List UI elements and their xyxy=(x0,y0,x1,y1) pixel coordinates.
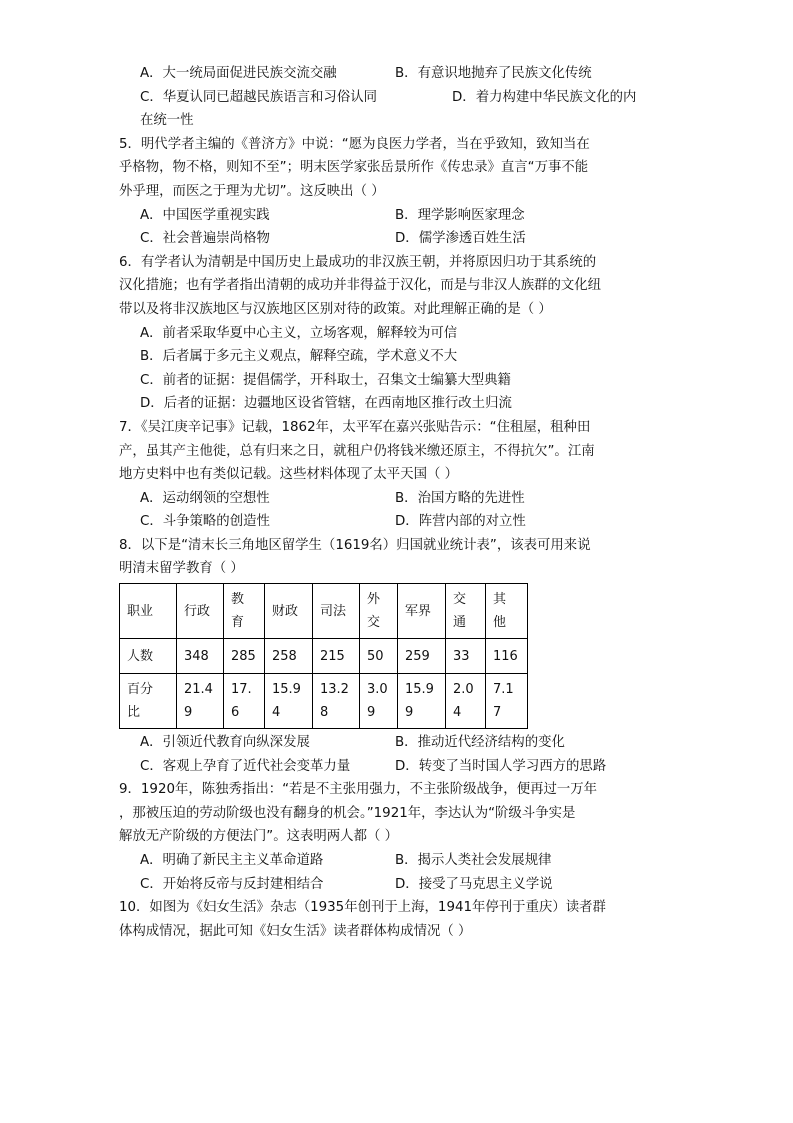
q7-stem-line-1: 7．《吴江庚辛记事》记载，1862年，太平军在嘉兴张贴告示：“住租屋，租种田 xyxy=(119,419,591,435)
q8-option-c: C．客观上孕育了近代社会变革力量 xyxy=(140,758,351,774)
q7-option-b: B．治国方略的先进性 xyxy=(395,490,525,506)
table-header-cell: 司法 xyxy=(313,584,360,639)
table-cell: 348 xyxy=(177,639,224,674)
table-header-cell: 行政 xyxy=(177,584,224,639)
q6-option-c: C．前者的证据：提倡儒学，开科取士，召集文士编纂大型典籍 xyxy=(140,372,511,388)
q7-option-d: D．阵营内部的对立性 xyxy=(395,514,526,530)
q5-options-row-2 xyxy=(119,227,679,251)
q5-option-c: C．社会普遍崇尚格物 xyxy=(140,231,270,247)
q8-statistics-table xyxy=(119,583,528,729)
q4-option-d: D．着力构建中华民族文化的内 xyxy=(452,89,637,105)
q9-stem-line-1: 9．1920年，陈独秀指出：“若是不主张用强力，不主张阶级战争，便再过一万年 xyxy=(119,782,598,798)
table-cell: 3.0 9 xyxy=(360,674,398,729)
q4-options-row-2 xyxy=(119,86,679,110)
table-cell: 人数 xyxy=(120,639,177,674)
table-cell: 百分 比 xyxy=(120,674,177,729)
table-cell: 116 xyxy=(486,639,528,674)
q8-stem-line-2: 明清末留学教育（ ） xyxy=(119,561,244,577)
table-header-cell: 财政 xyxy=(265,584,313,639)
q7-options-row-2 xyxy=(119,510,679,534)
table-header-cell: 外 交 xyxy=(360,584,398,639)
q5-option-d: D．儒学渗透百姓生活 xyxy=(395,231,526,247)
q8-options-row-1 xyxy=(119,731,679,755)
q4-option-c: C．华夏认同已超越民族语言和习俗认同 xyxy=(140,89,377,105)
table-header-cell: 交 通 xyxy=(446,584,486,639)
q5-options-row-1 xyxy=(119,204,679,228)
q9-option-d: D．接受了马克思主义学说 xyxy=(395,876,553,892)
q4-option-d-continuation: 在统一性 xyxy=(140,113,194,129)
q9-option-b: B．揭示人类社会发展规律 xyxy=(395,853,552,869)
table-cell: 258 xyxy=(265,639,313,674)
table-cell: 2.0 4 xyxy=(446,674,486,729)
table-cell: 33 xyxy=(446,639,486,674)
table-header-cell: 职业 xyxy=(120,584,177,639)
table-header-cell: 其 他 xyxy=(486,584,528,639)
q5-option-a: A．中国医学重视实践 xyxy=(140,207,270,223)
q9-options-row-2 xyxy=(119,873,679,897)
q8-option-b: B．推动近代经济结构的变化 xyxy=(395,735,565,751)
q7-stem-line-3: 地方史料中也有类似记载。这些材料体现了太平天国（ ） xyxy=(119,467,459,483)
table-cell: 13.2 8 xyxy=(313,674,360,729)
q9-options-row-1 xyxy=(119,849,679,873)
q6-option-b: B．后者属于多元主义观点，解释空疏，学术意义不大 xyxy=(140,349,458,365)
q9-option-a: A．明确了新民主主义革命道路 xyxy=(140,853,324,869)
q8-stem-line-1: 8．以下是“清末长三角地区留学生（1619名）归国就业统计表”，该表可用来说 xyxy=(119,537,591,553)
table-cell: 215 xyxy=(313,639,360,674)
q9-stem-line-2: ，那被压迫的劳动阶级也没有翻身的机会。”1921年，李达认为“阶级斗争实是 xyxy=(119,805,576,821)
exam-page xyxy=(119,62,679,943)
q8-options-row-2 xyxy=(119,755,679,779)
q8-option-a: A．引领近代教育向纵深发展 xyxy=(140,735,310,751)
q7-option-a: A．运动纲领的空想性 xyxy=(140,490,270,506)
table-header-cell: 教 育 xyxy=(224,584,265,639)
q5-stem-line-2: 乎格物，物不格，则知不至”；明末医学家张岳景所作《传忠录》直言“万事不能 xyxy=(119,160,589,176)
q8-statistics-table-wrapper xyxy=(119,583,679,729)
table-cell: 15.9 9 xyxy=(398,674,446,729)
table-cell: 17. 6 xyxy=(224,674,265,729)
q6-stem-line-1: 6．有学者认为清朝是中国历史上最成功的非汉族王朝，并将原因归功于其系统的 xyxy=(119,254,597,270)
table-cell: 7.1 7 xyxy=(486,674,528,729)
q6-option-d: D．后者的证据：边疆地区设省管辖，在西南地区推行改土归流 xyxy=(140,396,512,412)
q7-option-c: C．斗争策略的创造性 xyxy=(140,514,270,530)
table-row-counts xyxy=(120,639,528,674)
table-cell: 21.4 9 xyxy=(177,674,224,729)
table-row-percents xyxy=(120,674,528,729)
table-header-cell: 军界 xyxy=(398,584,446,639)
q6-stem-line-3: 带以及将非汉族地区与汉族地区区别对待的政策。对此理解正确的是（ ） xyxy=(119,301,552,317)
q9-stem-line-3: 解放无产阶级的方便法门”。这表明两人都（ ） xyxy=(119,829,399,845)
table-cell: 15.9 4 xyxy=(265,674,313,729)
q10-stem-line-1: 10．如图为《妇女生活》杂志（1935年创刊于上海，1941年停刊于重庆）读者群 xyxy=(119,900,606,916)
q4-option-a: A．大一统局面促进民族交流交融 xyxy=(140,66,337,81)
q9-option-c: C．开始将反帝与反封建相结合 xyxy=(140,876,324,892)
q7-options-row-1 xyxy=(119,487,679,511)
q5-stem-line-1: 5．明代学者主编的《普济方》中说：“愿为良医力学者，当在乎致知，致知当在 xyxy=(119,136,590,152)
table-cell: 50 xyxy=(360,639,398,674)
q6-option-a: A．前者采取华夏中心主义，立场客观，解释较为可信 xyxy=(140,325,458,341)
q5-option-b: B．理学影响医家理念 xyxy=(395,207,525,223)
q8-option-d: D．转变了当时国人学习西方的思路 xyxy=(395,758,607,774)
table-cell: 259 xyxy=(398,639,446,674)
q7-stem-line-2: 产，虽其产主他徙，总有归来之日，就租户仍将钱米缴还原主，不得抗欠”。江南 xyxy=(119,443,595,459)
table-header-row xyxy=(120,584,528,639)
table-cell: 285 xyxy=(224,639,265,674)
q4-option-b: B．有意识地抛弃了民族文化传统 xyxy=(395,66,592,81)
q6-stem-line-2: 汉化措施；也有学者指出清朝的成功并非得益于汉化，而是与非汉人族群的文化纽 xyxy=(119,278,602,294)
q5-stem-line-3: 外乎理，而医之于理为尤切”。这反映出（ ） xyxy=(119,183,385,199)
q4-options-row-1 xyxy=(119,62,679,86)
q10-stem-line-2: 体构成情况，据此可知《妇女生活》读者群体构成情况（ ） xyxy=(119,923,472,939)
